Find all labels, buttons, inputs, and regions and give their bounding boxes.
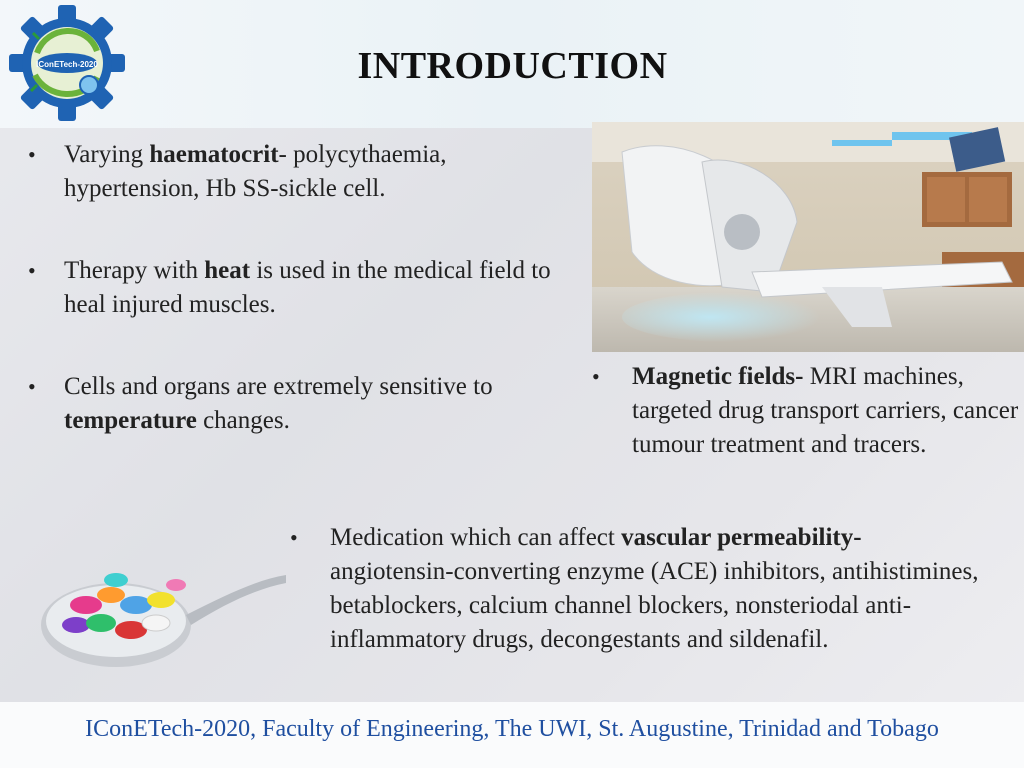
bullet-marker: •: [28, 258, 36, 283]
magnetic-fields-bullet: [592, 360, 1020, 462]
pills-on-spoon-photo: [36, 545, 286, 680]
emphasis-text: Magnetic fields-: [632, 363, 804, 390]
emphasis-text: heat: [204, 257, 251, 284]
list-item: • Therapy with heat is used in the medical field to heal injured muscles.: [28, 254, 584, 322]
emphasis-text: vascular permeability-: [621, 524, 862, 551]
emphasis-text: haematocrit: [149, 141, 279, 168]
list-item: • Varying haematocrit- polycythaemia, hypertension, Hb SS-sickle cell.: [28, 138, 584, 206]
bullet-marker: •: [28, 142, 36, 167]
page-title: INTRODUCTION: [357, 45, 668, 87]
footer-text: IConETech-2020, Faculty of Engineering, The UWI, St. Augustine, Trinidad and Tobago: [85, 716, 939, 742]
medication-bullet: [290, 521, 990, 657]
emphasis-text: temperature: [64, 407, 197, 434]
list-item: • Cells and organs are extremely sensitive to temperature changes.: [28, 370, 604, 438]
bullet-marker: •: [28, 374, 36, 399]
gear-logo-icon: [6, 4, 128, 122]
bullet-marker: •: [290, 525, 298, 550]
bullet-marker: •: [592, 364, 600, 389]
list-item: • Magnetic fields- MRI machines, targeted drug transport carriers, cancer tumour treatment and tracers.: [592, 360, 1020, 462]
list-item: • Medication which can affect vascular permeability- angiotensin-converting enzyme (ACE) inhibitors, antihistimines, betablockers, calcium channel blockers, nonsteriodal anti-inflammatory drugs, decongestants and sildenafil.: [290, 521, 990, 657]
logo-text: IConETech-2020: [36, 60, 98, 69]
mri-room-photo: [592, 122, 1024, 352]
